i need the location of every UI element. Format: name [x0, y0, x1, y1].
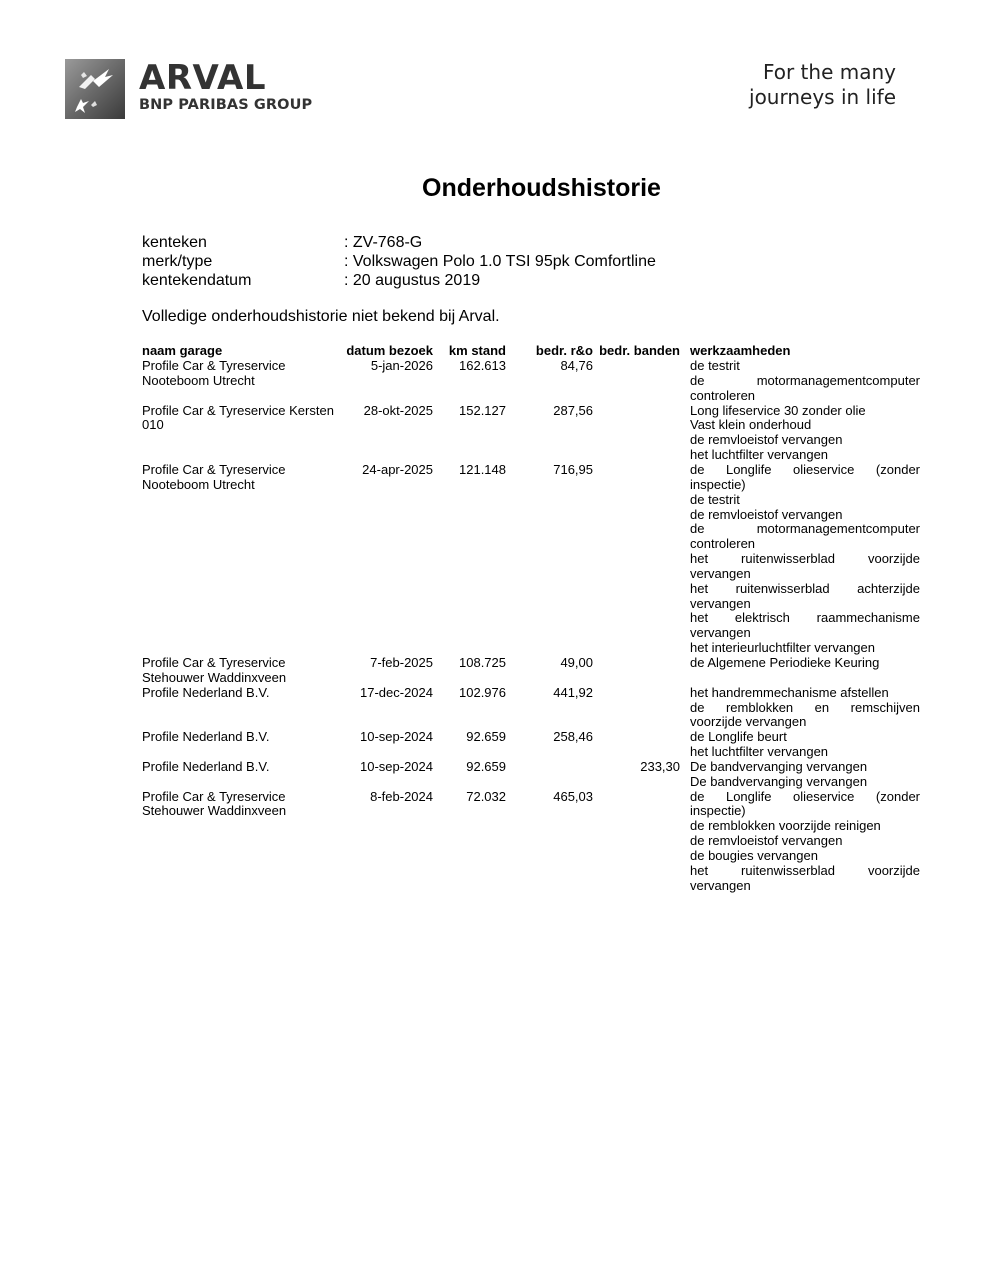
row-garage: Profile Car & Tyreservice Nooteboom Utrecht	[142, 358, 286, 388]
kenteken-label: kenteken	[142, 234, 207, 251]
table-row	[142, 730, 932, 760]
werk-item: de bougies vervangen	[690, 848, 818, 864]
row-garage: Profile Nederland B.V.	[142, 684, 270, 700]
werk-item: De bandvervanging vervangen	[690, 758, 868, 774]
row-werk	[690, 760, 920, 790]
kentekendatum-label: kentekendatum	[142, 272, 252, 289]
werk-item: het interieurluchtfilter vervangen	[690, 640, 875, 656]
row-datum: 8-feb-2024	[370, 788, 433, 804]
table-row	[142, 790, 932, 894]
row-werk	[690, 790, 920, 894]
header-werk: werkzaamheden	[690, 343, 791, 358]
row-garage: Profile Nederland B.V.	[142, 758, 270, 774]
row-km: 121.148	[459, 461, 506, 477]
table-row	[142, 760, 932, 790]
werk-item: Long lifeservice 30 zonder olie	[690, 402, 866, 418]
row-rno: 465,03	[553, 788, 593, 804]
row-garage: Profile Car & Tyreservice Kersten 010	[142, 402, 334, 433]
werk-item: het handremmechanisme afstellen	[690, 684, 889, 700]
werk-item: de testrit	[690, 491, 740, 507]
maintenance-table	[142, 344, 932, 894]
table-row	[142, 463, 932, 656]
history-notice: Volledige onderhoudshistorie niet bekend bij Arval.	[142, 308, 500, 325]
row-garage: Profile Car & Tyreservice Nooteboom Utrecht	[142, 461, 286, 492]
row-werk	[690, 656, 920, 671]
table-row	[142, 404, 932, 463]
row-rno: 441,92	[553, 684, 593, 700]
werk-item: de testrit	[690, 358, 740, 373]
header-garage: naam garage	[142, 343, 223, 358]
werk-item: De bandvervanging vervangen	[690, 773, 868, 789]
row-rno: 49,00	[560, 654, 593, 670]
kentekendatum-value: : 20 augustus 2019	[344, 272, 481, 289]
row-km: 108.725	[459, 654, 506, 670]
werk-item: de Longlife beurt	[690, 729, 787, 745]
brand-group: BNP PARIBAS GROUP	[139, 97, 313, 113]
table-row	[142, 359, 932, 404]
table-row	[142, 656, 932, 686]
page-title: Onderhoudshistorie	[422, 174, 661, 202]
header-datum: datum bezoek	[346, 343, 433, 358]
row-datum: 7-feb-2025	[370, 654, 433, 670]
werk-item: het ruitenwisserblad voorzijde vervangen	[690, 551, 920, 581]
header-banden: bedr. banden	[599, 343, 680, 358]
row-datum: 10-sep-2024	[360, 758, 433, 774]
werk-item: de remvloeistof vervangen	[690, 833, 843, 849]
werk-item: de Algemene Periodieke Keuring	[690, 654, 880, 670]
row-km: 92.659	[466, 758, 506, 774]
row-datum: 10-sep-2024	[360, 729, 433, 745]
row-datum: 24-apr-2025	[362, 461, 433, 477]
werk-item: het luchtfilter vervangen	[690, 447, 829, 463]
row-rno: 84,76	[560, 358, 593, 373]
row-rno: 716,95	[553, 461, 593, 477]
row-werk	[690, 730, 920, 760]
row-rno: 287,56	[553, 402, 593, 418]
row-km: 72.032	[466, 788, 506, 804]
row-km: 102.976	[459, 684, 506, 700]
tagline	[749, 60, 896, 110]
werk-item: de Longlife olieservice (zonder inspectie)	[690, 461, 920, 492]
row-garage: Profile Car & Tyreservice Stehouwer Waddinxveen	[142, 788, 287, 819]
werk-item: de motormanagementcomputer controleren	[690, 521, 920, 552]
werk-item: het ruitenwisserblad voorzijde vervangen	[690, 862, 920, 893]
row-garage: Profile Car & Tyreservice Stehouwer Waddinxveen	[142, 654, 287, 685]
brand-name: ARVAL	[139, 58, 266, 98]
werk-item: het ruitenwisserblad achterzijde vervangen	[690, 580, 920, 611]
werk-item: de remblokken voorzijde reinigen	[690, 818, 881, 834]
row-km: 162.613	[459, 358, 506, 373]
row-werk	[690, 463, 920, 656]
row-datum: 5-jan-2026	[370, 358, 433, 373]
header-km: km stand	[448, 343, 506, 358]
arval-logo-icon	[65, 59, 125, 119]
stars-icon	[65, 59, 125, 119]
werk-item: de motormanagementcomputer controleren	[690, 372, 920, 403]
row-rno: 258,46	[553, 729, 593, 745]
merk-label: merk/type	[142, 253, 213, 270]
tagline-line-1: For the many	[762, 60, 896, 84]
merk-value: : Volkswagen Polo 1.0 TSI 95pk Comfortline	[344, 253, 656, 270]
werk-item: de remvloeistof vervangen	[690, 432, 843, 448]
tagline-line-2: journeys in life	[749, 85, 896, 109]
werk-item: het elektrisch raammechanisme vervangen	[690, 610, 920, 641]
row-garage: Profile Nederland B.V.	[142, 729, 270, 745]
row-datum: 28-okt-2025	[363, 402, 433, 418]
row-werk	[690, 359, 920, 404]
row-banden: 233,30	[640, 758, 680, 774]
werk-item: de remvloeistof vervangen	[690, 506, 843, 522]
header-rno: bedr. r&o	[535, 343, 593, 358]
table-header	[142, 344, 932, 359]
werk-item: de remblokken en remschijven voorzijde vervangen	[690, 699, 920, 730]
werk-item: het luchtfilter vervangen	[690, 744, 829, 760]
row-km: 152.127	[459, 402, 506, 418]
row-werk	[690, 686, 920, 731]
row-datum: 17-dec-2024	[360, 684, 433, 700]
werk-item: Vast klein onderhoud	[690, 417, 812, 433]
werk-item: de Longlife olieservice (zonder inspectie)	[690, 788, 920, 819]
kenteken-value: : ZV-768-G	[344, 234, 423, 251]
row-km: 92.659	[466, 729, 506, 745]
row-werk	[690, 404, 920, 463]
table-row	[142, 686, 932, 731]
